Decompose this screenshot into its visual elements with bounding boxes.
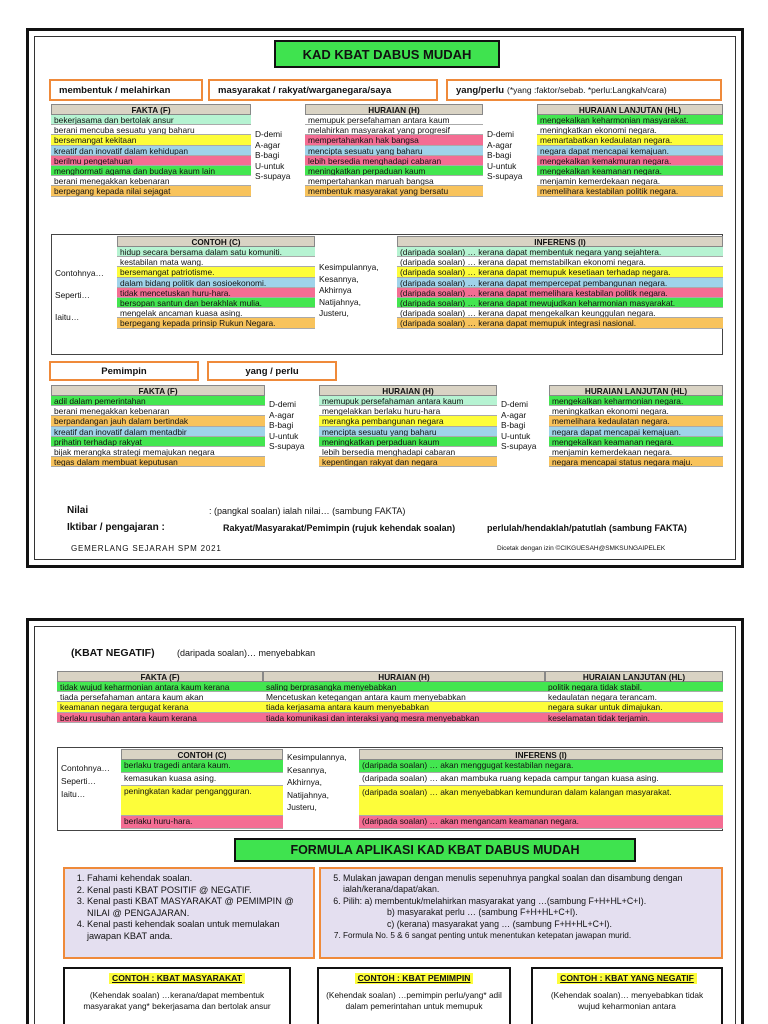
contoh-row: bersemangat patriotisme. bbox=[117, 267, 315, 277]
iktibar-text: Rakyat/Masyarakat/Pemimpin (rujuk kehendak soalan) bbox=[223, 523, 456, 533]
step-item: 5. Mulakan jawapan dengan menulis sepenuhnya pangkal soalan dan disambung dengan ialah/kerana/dapat/akan. bbox=[343, 873, 715, 896]
example-title: CONTOH : KBAT PEMIMPIN bbox=[355, 973, 474, 984]
hl2-row: memelihara kedaulatan negara. bbox=[549, 416, 723, 426]
huraian-row: meningkatkan perpaduan kaum bbox=[305, 166, 483, 176]
neg-huraian-header: HURAIAN (H) bbox=[263, 671, 545, 682]
neg-huraian-row: tiada kerjasama antara kaum menyebabkan bbox=[263, 702, 545, 712]
fakta-row: kreatif dan inovatif dalam kehidupan bbox=[51, 146, 251, 156]
neg-inferens-row: (daripada soalan) … akan menyebabkan kemunduran dalam kalangan masyarakat. bbox=[359, 786, 723, 816]
neg-inferens-row: (daripada soalan) … akan mengancam keamanan negara. bbox=[359, 816, 723, 829]
neg-contoh-row: kemasukan kuasa asing. bbox=[121, 773, 283, 786]
huraian-row: membentuk masyarakat yang bersatu bbox=[305, 186, 483, 196]
contoh-row: mengelak ancaman kuasa asing. bbox=[117, 308, 315, 318]
hl-row: mengekalkan kemakmuran negara. bbox=[537, 156, 723, 166]
hl-row: memelihara kestabilan politik negara. bbox=[537, 186, 723, 196]
huraian2-header: HURAIAN (H) bbox=[319, 385, 497, 396]
neg-contoh-labels: Contohnya… Seperti… Iaitu… bbox=[61, 763, 110, 799]
inferens-labels: Kesimpulannya, Kesannya, Akhirnya Natijahnya, Justeru, bbox=[319, 262, 379, 318]
neg-inferens-row: (daripada soalan) … akan mambuka ruang kepada campur tangan kuasa asing. bbox=[359, 773, 723, 786]
huraian2-row: merangka pembangunan negara bbox=[319, 416, 497, 426]
example-box-negatif bbox=[531, 967, 723, 1024]
fakta2-header: FAKTA (F) bbox=[51, 385, 265, 396]
fakta2-column bbox=[51, 385, 265, 467]
step-item: 3. Kenal pasti KBAT MASYARAKAT @ PEMIMPIN @ NILAI @ PENGAJARAN. bbox=[87, 896, 307, 919]
contoh-row: berpegang kepada prinsip Rukun Negara. bbox=[117, 318, 315, 328]
fakta2-row: adil dalam pemerintahan bbox=[51, 396, 265, 406]
inferens-row: (daripada soalan) … kerana dapat membentuk negara yang sejahtera. bbox=[397, 247, 723, 257]
fakta-header: FAKTA (F) bbox=[51, 104, 251, 115]
contoh-row: hidup secara bersama dalam satu komuniti. bbox=[117, 247, 315, 257]
neg-fakta-row: keamanan negara tergugat kerana bbox=[57, 702, 263, 712]
neg-hl-column bbox=[545, 671, 723, 723]
neg-huraian-column bbox=[263, 671, 545, 723]
fakta2-row: bijak merangka strategi memajukan negara bbox=[51, 447, 265, 457]
neg-contoh-row: berlaku tragedi antara kaum. bbox=[121, 760, 283, 773]
huraian2-row: lebih bersedia menghadapi cabaran bbox=[319, 447, 497, 457]
example-text: (Kehendak soalan)… menyebabkan tidak wujud keharmonian antara bbox=[550, 990, 704, 1011]
box-masyarakat: masyarakat / rakyat/warganegara/saya bbox=[208, 79, 438, 101]
huraian2-column bbox=[319, 385, 497, 467]
example-box-masyarakat bbox=[63, 967, 291, 1024]
neg-fakta-column bbox=[57, 671, 263, 723]
box-pemimpin: Pemimpin bbox=[49, 361, 199, 381]
example-box-pemimpin bbox=[317, 967, 511, 1024]
contoh-row: dalam bidang politik dan sosioekonomi. bbox=[117, 278, 315, 288]
neg-inferens-row: (daripada soalan) … akan menggugat kestabilan negara. bbox=[359, 760, 723, 773]
hl-row: mengekalkan keamanan negara. bbox=[537, 166, 723, 176]
neg-huraian-row: tiada komunikasi dan interaksi yang mesra menyebabkan bbox=[263, 713, 545, 723]
neg-contoh-header: CONTOH (C) bbox=[121, 749, 283, 760]
fakta-row: berpegang kepada nilai sejagat bbox=[51, 186, 251, 196]
hl-row: memartabatkan kedaulatan negara. bbox=[537, 135, 723, 145]
huraian-row: lebih bersedia menghadapi cabaran bbox=[305, 156, 483, 166]
fakta2-row: berani menegakkan kebenaran bbox=[51, 406, 265, 416]
neg-hl-row: keselamatan tidak terjamin. bbox=[545, 713, 723, 723]
huraian2-row: meningkatkan perpaduan kaum bbox=[319, 437, 497, 447]
example-title: CONTOH : KBAT YANG NEGATIF bbox=[557, 973, 697, 984]
example-text: (Kehendak soalan) …kerana/dapat membentuk masyarakat yang* bekerjasama dan bertolak ansur bbox=[83, 990, 271, 1011]
fakta-row: bekerjasama dan bertolak ansur bbox=[51, 115, 251, 125]
negative-subheading: (daripada soalan)… menyebabkan bbox=[177, 648, 316, 658]
step-item: 7. Formula No. 5 & 6 sangat penting untuk menentukan ketepatan jawapan murid. bbox=[343, 930, 715, 941]
connector-list-2: D-demi A-agar B-bagi U-untuk S-supaya bbox=[269, 399, 305, 451]
neg-fakta-header: FAKTA (F) bbox=[57, 671, 263, 682]
fakta2-row: kreatif dan inovatif dalam mentadbir bbox=[51, 427, 265, 437]
inferens-row: (daripada soalan) … kerana dapat mengekalkan keunggulan negara. bbox=[397, 308, 723, 318]
step-item: 2. Kenal pasti KBAT POSITIF @ NEGATIF. bbox=[87, 885, 307, 897]
contoh-column bbox=[117, 236, 315, 329]
hl2-row: mengekalkan keharmonian negara. bbox=[549, 396, 723, 406]
inferens-header: INFERENS (I) bbox=[397, 236, 723, 247]
formula-steps-left bbox=[63, 867, 315, 959]
step-item: 1. Fahami kehendak soalan. bbox=[87, 873, 307, 885]
hl-header: HURAIAN LANJUTAN (HL) bbox=[537, 104, 723, 115]
box-yang-perlu-2: yang / perlu bbox=[207, 361, 337, 381]
neg-fakta-row: berlaku rusuhan antara kaum kerana bbox=[57, 713, 263, 723]
step-item: 4. Kenal pasti kehendak soalan untuk memulakan jawapan KBAT anda. bbox=[87, 919, 307, 942]
hl2-row: meningkatkan ekonomi negara. bbox=[549, 406, 723, 416]
huraian-header: HURAIAN (H) bbox=[305, 104, 483, 115]
fakta2-row: berpandangan jauh dalam bertindak bbox=[51, 416, 265, 426]
hl-row: meningkatkan ekonomi negara. bbox=[537, 125, 723, 135]
hl-row: mengekalkan keharmonian masyarakat. bbox=[537, 115, 723, 125]
nilai-label: Nilai bbox=[67, 505, 89, 516]
neg-hl-row: kedaulatan negara terancam. bbox=[545, 692, 723, 702]
fakta2-row: tegas dalam membuat keputusan bbox=[51, 457, 265, 467]
iktibar-label: Iktibar / pengajaran : bbox=[67, 522, 165, 533]
neg-hl-header: HURAIAN LANJUTAN (HL) bbox=[545, 671, 723, 682]
connector-list: D-demi A-agar B-bagi U-untuk S-supaya bbox=[255, 129, 291, 181]
neg-inferens-header: INFERENS (I) bbox=[359, 749, 723, 760]
fakta-row: berani menegakkan kebenaran bbox=[51, 176, 251, 186]
footer-left: GEMERLANG SEJARAH SPM 2021 bbox=[71, 544, 222, 553]
perlulah-text: perlulah/hendaklah/patutlah (sambung FAKTA) bbox=[487, 523, 687, 533]
fakta-row: berani mencuba sesuatu yang baharu bbox=[51, 125, 251, 135]
hl2-row: menjamin kemerdekaan negara. bbox=[549, 447, 723, 457]
inferens-row: (daripada soalan) … kerana dapat memupuk kesetiaan terhadap negara. bbox=[397, 267, 723, 277]
huraian2-row: mencipta sesuatu yang baharu bbox=[319, 427, 497, 437]
contoh-row: bersopan santun dan berakhlak mulia. bbox=[117, 298, 315, 308]
step-item: c) (kerana) masyarakat yang … (sambung F+H+HL+C+I). bbox=[387, 918, 612, 929]
neg-hl-row: politik negara tidak stabil. bbox=[545, 682, 723, 692]
neg-hl-row: negara sukar untuk dimajukan. bbox=[545, 702, 723, 712]
contoh-header: CONTOH (C) bbox=[117, 236, 315, 247]
neg-huraian-row: Mencetuskan ketegangan antara kaum menyebabkan bbox=[263, 692, 545, 702]
formula-title: FORMULA APLIKASI KAD KBAT DABUS MUDAH bbox=[234, 838, 636, 862]
box-yang-perlu: yang/perlu (*yang :faktor/sebab. *perlu:Langkah/cara) bbox=[446, 79, 722, 101]
neg-contoh-row: berlaku huru-hara. bbox=[121, 816, 283, 829]
kbat-card-positive bbox=[26, 28, 744, 568]
box-membentuk: membentuk / melahirkan bbox=[49, 79, 203, 101]
huraian-row: mencipta sesuatu yang baharu bbox=[305, 146, 483, 156]
fakta-row: bersemangat kekitaan bbox=[51, 135, 251, 145]
kbat-card-negative bbox=[26, 618, 744, 1024]
inferens-row: (daripada soalan) … kerana dapat mempercepat pembangunan negara. bbox=[397, 278, 723, 288]
neg-fakta-row: tidak wujud keharmonian antara kaum kerana bbox=[57, 682, 263, 692]
hl2-row: negara mencapai status negara maju. bbox=[549, 457, 723, 467]
huraian2-row: kepentingan rakyat dan negara bbox=[319, 457, 497, 467]
step-item: b) masyarakat perlu … (sambung F+H+HL+C+I). bbox=[387, 907, 578, 918]
huraian-column bbox=[305, 104, 483, 197]
fakta2-row: prihatin terhadap rakyat bbox=[51, 437, 265, 447]
contoh-labels: Contohnya… Seperti… Iaitu… bbox=[55, 268, 104, 322]
huraian-row: mempertahankan hak bangsa bbox=[305, 135, 483, 145]
example-text: (Kehendak soalan) …pemimpin perlu/yang* adil dalam pemerintahan untuk memupuk bbox=[326, 990, 502, 1011]
hl-row: negara dapat mencapai kemajuan. bbox=[537, 146, 723, 156]
inferens-column bbox=[397, 236, 723, 329]
step-item: 6. Pilih: a) membentuk/melahirkan masyarakat yang …(sambung F+H+HL+C+I). bbox=[343, 896, 715, 907]
connector-list: D-demi A-agar B-bagi U-untuk S-supaya bbox=[487, 129, 523, 181]
huraian-row: memupuk persefahaman antara kaum bbox=[305, 115, 483, 125]
negative-heading: (KBAT NEGATIF) bbox=[71, 647, 155, 659]
fakta-row: berilmu pengetahuan bbox=[51, 156, 251, 166]
contoh-row: tidak mencetuskan huru-hara. bbox=[117, 288, 315, 298]
hl2-header: HURAIAN LANJUTAN (HL) bbox=[549, 385, 723, 396]
fakta-column bbox=[51, 104, 251, 197]
huraian-row: melahirkan masyarakat yang progresif bbox=[305, 125, 483, 135]
inferens-row: (daripada soalan) … kerana dapat memstabilkan ekonomi negara. bbox=[397, 257, 723, 267]
hl2-column bbox=[549, 385, 723, 467]
neg-fakta-row: tiada persefahaman antara kaum akan bbox=[57, 692, 263, 702]
neg-inferens-labels: Kesimpulannya, Kesannya, Akhirnya, Natijahnya, Justeru, bbox=[287, 752, 347, 813]
hl-column bbox=[537, 104, 723, 197]
huraian2-row: mengelakkan berlaku huru-hara bbox=[319, 406, 497, 416]
fakta-row: menghormati agama dan budaya kaum lain bbox=[51, 166, 251, 176]
inferens-row: (daripada soalan) … kerana dapat memupuk integrasi nasional. bbox=[397, 318, 723, 328]
inferens-row: (daripada soalan) … kerana dapat mewujudkan keharmonian masyarakat. bbox=[397, 298, 723, 308]
neg-contoh-row: peningkatan kadar pengangguran. bbox=[121, 786, 283, 816]
hl2-row: mengekalkan keamanan negara. bbox=[549, 437, 723, 447]
footer-right: Dicetak dengan izin ©CIKGUESAH@SMKSUNGAIPELEK bbox=[497, 545, 666, 552]
huraian2-row: memupuk persefahaman antara kaum bbox=[319, 396, 497, 406]
huraian-row: mempertahankan maruah bangsa bbox=[305, 176, 483, 186]
formula-steps-right bbox=[319, 867, 723, 959]
hl-row: menjamin kemerdekaan negara. bbox=[537, 176, 723, 186]
neg-contoh-column bbox=[121, 749, 283, 829]
connector-list-2b: D-demi A-agar B-bagi U-untuk S-supaya bbox=[501, 399, 537, 451]
neg-inferens-column bbox=[359, 749, 723, 829]
example-title: CONTOH : KBAT MASYARAKAT bbox=[109, 973, 245, 984]
neg-huraian-row: saling berprasangka menyebabkan bbox=[263, 682, 545, 692]
inferens-row: (daripada soalan) … kerana dapat memelihara kestabilan politik negara. bbox=[397, 288, 723, 298]
contoh-row: kestabilan mata wang. bbox=[117, 257, 315, 267]
hl2-row: negara dapat mencapai kemajuan. bbox=[549, 427, 723, 437]
nilai-text: : (pangkal soalan) ialah nilai… (sambung FAKTA) bbox=[209, 506, 406, 516]
card-title: KAD KBAT DABUS MUDAH bbox=[274, 40, 500, 68]
